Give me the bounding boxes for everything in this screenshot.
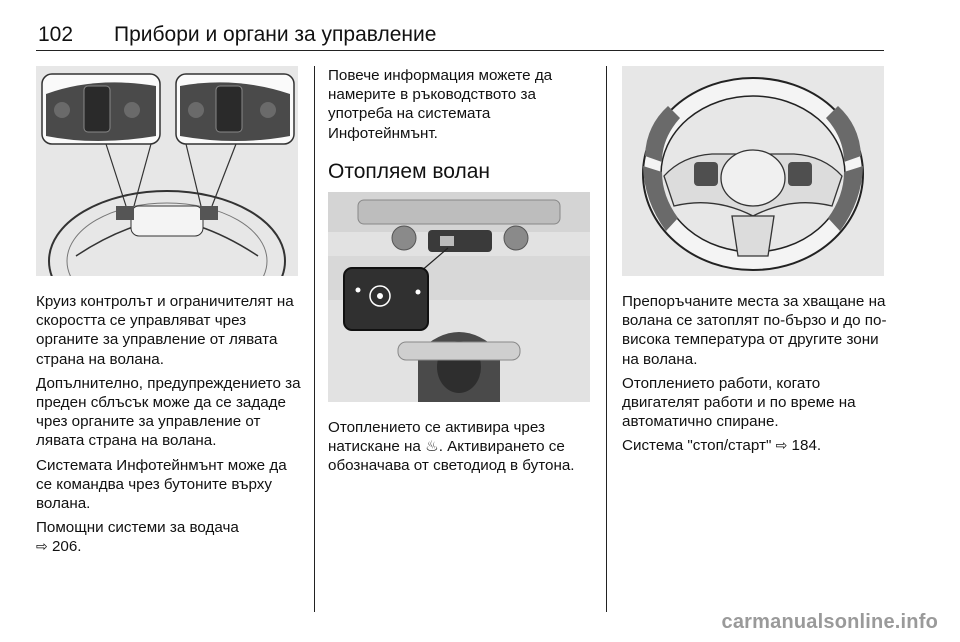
column-middle-bottom [328, 418, 596, 481]
paragraph-heating-operation: Отоплението работи, когато двигателят работи и по време на автоматично спиране. [622, 374, 856, 431]
stop-start-page-ref[interactable]: 184. [791, 437, 822, 455]
watermark: carmanualsonline.info [721, 611, 938, 633]
column-middle-top [328, 66, 594, 197]
section-heading-heated-wheel: Отопляем волан [328, 159, 491, 183]
heating-activation-text-a: Отоплението се активира чрез натискане на [328, 419, 545, 456]
page-reference-arrow-icon: ⇨ [36, 539, 48, 556]
paragraph-collision-warning: Допълнително, предупреждението за преден сблъсък може да се зададе чрез органите за управление от лявата страна на волана. [36, 374, 301, 450]
column-left [36, 292, 302, 563]
paragraph-stop-start-ref [622, 436, 888, 456]
page-header [36, 20, 884, 51]
page-number: 102 [38, 23, 74, 46]
driver-assist-page-ref[interactable]: 206. [51, 538, 82, 556]
paragraph-driver-assist-ref [36, 518, 302, 557]
paragraph-grip-zones: Препоръчаните места за хващане на волана се затоплят по-бързо и до по-висока температура от другите зони на волана. [622, 293, 887, 368]
heating-activation-text-b: . Активирането се обозначава от светодиод в бутона. [328, 438, 575, 475]
paragraph-infotainment: Системата Инфотейнмънт може да се командва чрез бутоните върху волана. [36, 456, 287, 513]
paragraph-more-info: Повече информация можете да намерите в ръководството за употреба на системата Инфотейнмънт. [328, 67, 553, 142]
heated-zones-figure [622, 66, 884, 276]
steering-controls-figure [36, 66, 298, 276]
column-divider-right [606, 66, 607, 612]
column-right [622, 292, 888, 462]
paragraph-cruise-control: Круиз контролът и ограничителят на скоростта се управляват чрез органите за управление от лявата страна на волана. [36, 293, 294, 368]
paragraph-heating-activation [328, 418, 596, 476]
heated-wheel-icon: ♨ [425, 438, 439, 456]
page-reference-arrow-icon: ⇨ [775, 438, 788, 455]
driver-assist-text: Помощни системи за водача [36, 519, 239, 537]
page-title: Прибори и органи за управление [114, 23, 437, 46]
column-divider-left [314, 66, 315, 612]
heated-wheel-button-figure [328, 192, 590, 402]
stop-start-text: Система "стоп/старт" [622, 437, 772, 455]
